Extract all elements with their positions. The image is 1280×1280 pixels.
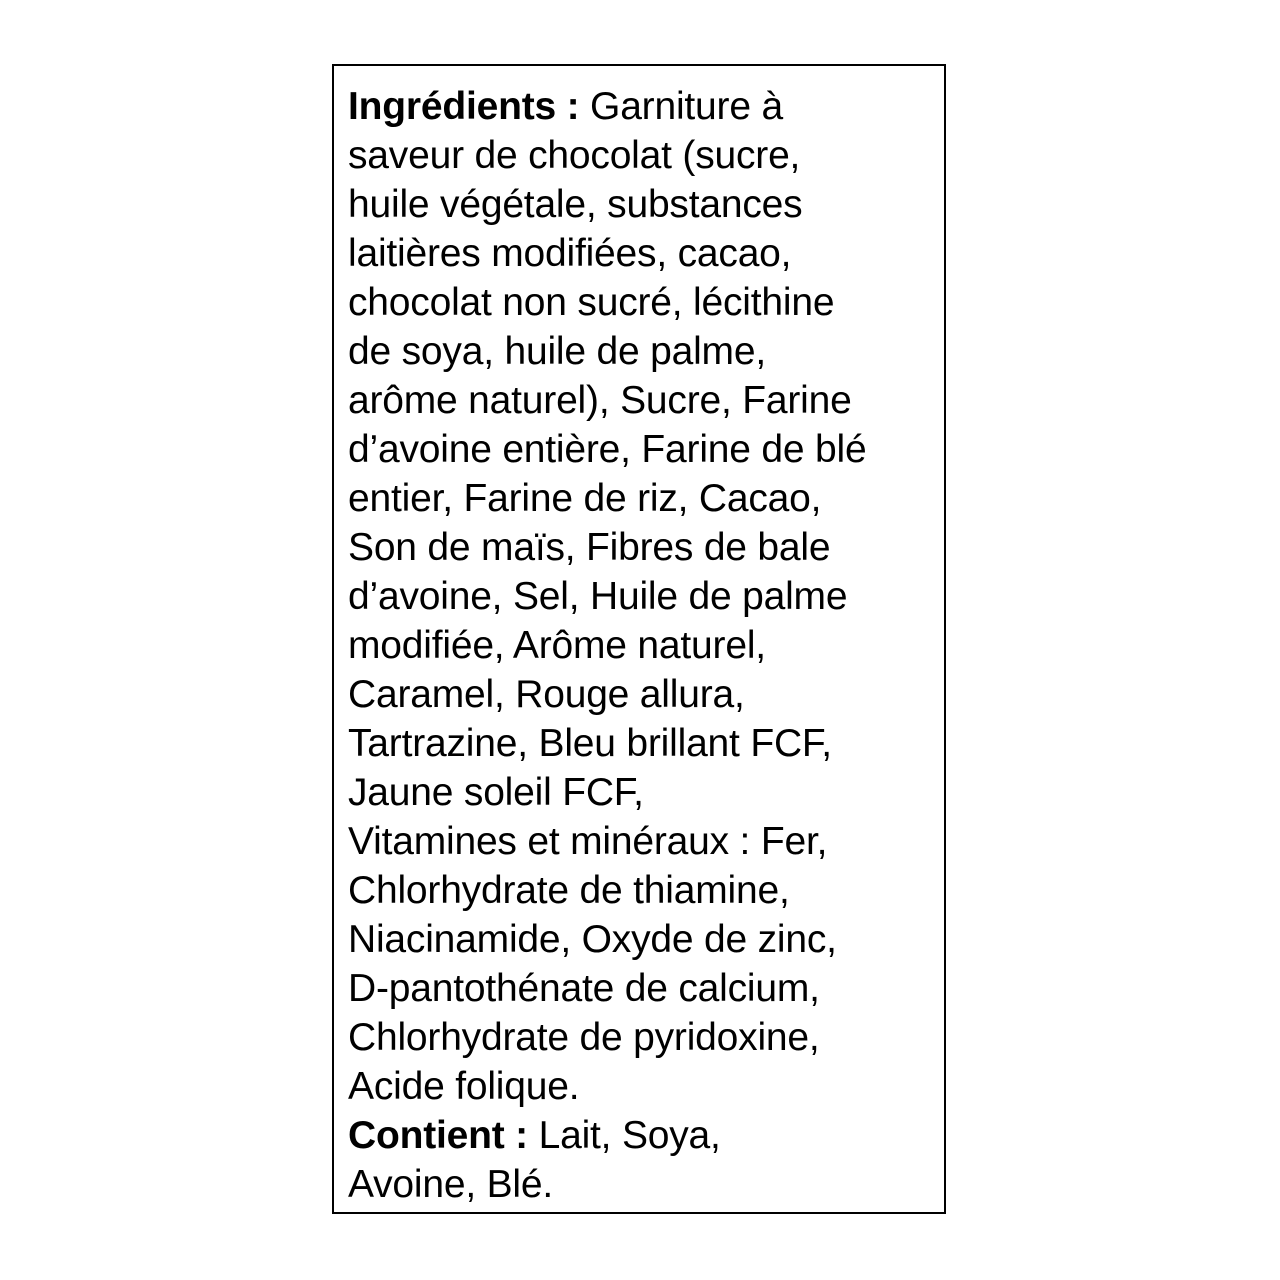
contains-line: Avoine, Blé.	[348, 1163, 554, 1206]
ingredients-line: entier, Farine de riz, Cacao,	[348, 477, 822, 520]
ingredients-line: arôme naturel), Sucre, Farine	[348, 379, 852, 422]
vitamins-line: D-pantothénate de calcium,	[348, 967, 820, 1010]
contains-line-1	[348, 1111, 866, 1160]
ingredients-line: Tartrazine, Bleu brillant FCF,	[348, 722, 832, 765]
ingredients-line: saveur de chocolat (sucre,	[348, 134, 801, 177]
vitamins-line: Chlorhydrate de pyridoxine,	[348, 1016, 820, 1059]
vitamins-line: Niacinamide, Oxyde de zinc,	[348, 918, 837, 961]
ingredients-line: Caramel, Rouge allura,	[348, 673, 745, 716]
vitamins-line: Vitamines et minéraux : Fer,	[348, 820, 828, 863]
vitamins-line: Acide folique.	[348, 1065, 580, 1108]
ingredients-line-text: Garniture à	[579, 85, 783, 128]
ingredients-line: de soya, huile de palme,	[348, 330, 766, 373]
ingredients-label-box	[332, 64, 946, 1214]
ingredients-line: Son de maïs, Fibres de bale	[348, 526, 831, 569]
ingredients-text-block	[348, 82, 866, 1209]
contains-line-text: Lait, Soya,	[527, 1114, 721, 1157]
ingredients-line: d’avoine, Sel, Huile de palme	[348, 575, 848, 618]
ingredients-line: huile végétale, substances	[348, 183, 803, 226]
ingredients-line: d’avoine entière, Farine de blé	[348, 428, 867, 471]
ingredients-line: modifiée, Arôme naturel,	[348, 624, 766, 667]
ingredients-line: Jaune soleil FCF,	[348, 771, 644, 814]
ingredients-line: laitières modifiées, cacao,	[348, 232, 792, 275]
ingredients-line: chocolat non sucré, lécithine	[348, 281, 835, 324]
vitamins-line: Chlorhydrate de thiamine,	[348, 869, 790, 912]
contains-heading: Contient :	[348, 1114, 528, 1157]
ingredients-heading: Ingrédients :	[348, 85, 580, 128]
ingredients-line-1	[348, 82, 866, 131]
